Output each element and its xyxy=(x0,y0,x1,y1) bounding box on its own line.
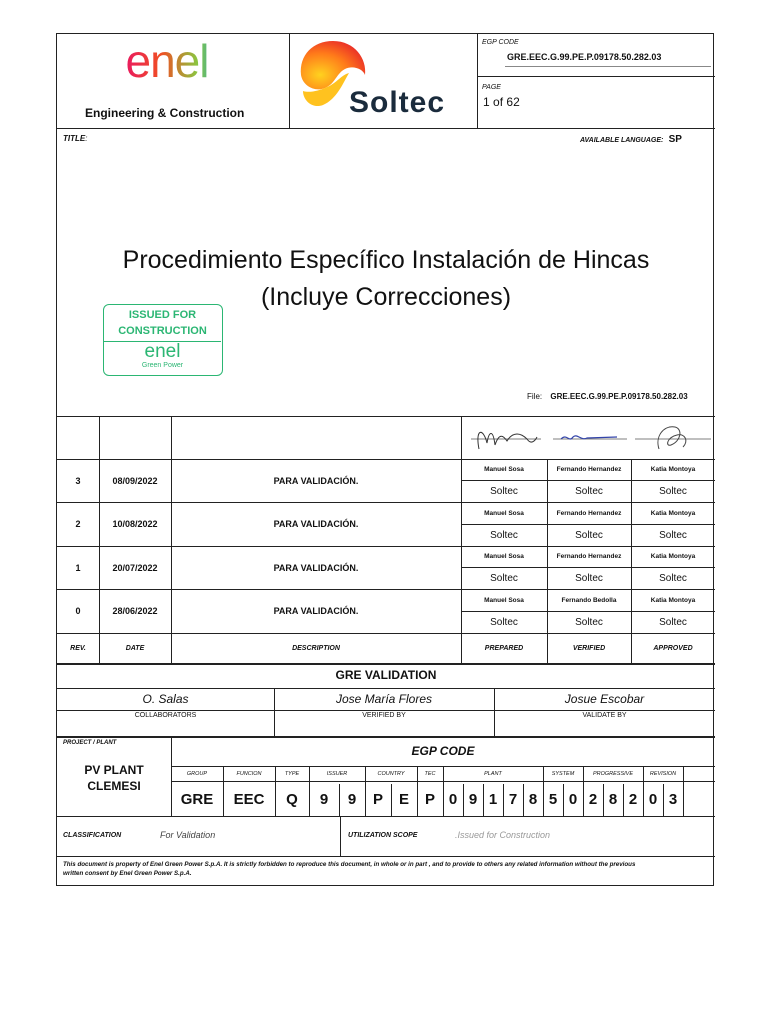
document-title-line1: Procedimiento Específico Instalación de Hincas xyxy=(122,246,650,274)
issued-for-construction-stamp xyxy=(103,304,223,376)
verified-company: Soltec xyxy=(575,572,603,584)
egp-code-column-label: REVISION xyxy=(649,771,677,777)
footer-notice xyxy=(63,860,709,878)
verified-company: Soltec xyxy=(575,616,603,628)
prepared-by-name: Manuel Sosa xyxy=(484,596,524,604)
rev-description: PARA VALIDACIÓN. xyxy=(273,475,359,486)
egp-code-character: 2 xyxy=(628,790,638,808)
prepared-company: Soltec xyxy=(490,616,518,628)
project-name-line2: CLEMESI xyxy=(87,779,141,793)
file-label: File: xyxy=(527,392,543,401)
validate-by-name: Josue Escobar xyxy=(564,692,645,706)
rev-date: 28/06/2022 xyxy=(112,606,158,616)
file-reference xyxy=(527,392,688,401)
project-name-line1: PV PLANT xyxy=(84,763,144,777)
egp-code-character: 0 xyxy=(568,790,578,808)
egp-code-character: 8 xyxy=(608,790,618,808)
egp-code-title: EGP CODE xyxy=(411,744,475,758)
egp-code-character: 9 xyxy=(319,790,329,808)
egp-code-column-label: COUNTRY xyxy=(377,771,405,777)
language-value: SP xyxy=(668,134,682,145)
rev-description: PARA VALIDACIÓN. xyxy=(273,606,359,616)
egp-code-column-label: TEC xyxy=(424,771,436,777)
egp-code-character: EEC xyxy=(233,790,265,808)
egp-code-label: EGP CODE xyxy=(482,39,519,46)
egp-code-column-label: TYPE xyxy=(284,771,300,777)
verified-by-name: Fernando Hernandez xyxy=(556,466,622,473)
verified-by-name: Fernando Hernandez xyxy=(556,509,622,517)
stamp-sub: Green Power xyxy=(141,362,184,369)
file-value: GRE.EEC.G.99.PE.P.09178.50.282.03 xyxy=(550,392,688,401)
language-label: AVAILABLE LANGUAGE: xyxy=(580,137,664,144)
egp-code-column-label: SYSTEM xyxy=(551,771,575,777)
egp-code-character: Q xyxy=(286,790,298,808)
rev-date: 08/09/2022 xyxy=(112,475,158,486)
approved-company: Soltec xyxy=(659,529,687,541)
verified-by-name: Jose María Flores xyxy=(335,692,433,706)
title-label: TITLE: xyxy=(63,134,88,143)
rev-number: 0 xyxy=(75,606,81,616)
prepared-company: Soltec xyxy=(490,485,518,497)
language-field xyxy=(580,134,682,145)
footer-line1: This document is property of Enel Green Power S.p.A. It is strictly forbidden to reproduce this document, in whole or in part , and to provide to others any related information without the previous xyxy=(63,861,636,868)
stamp-line2: CONSTRUCTION xyxy=(118,325,207,337)
egp-code-character: 0 xyxy=(648,790,658,808)
approved-by-name: Katia Montoya xyxy=(650,509,696,517)
egp-code-character: 0 xyxy=(448,790,458,808)
egp-code-value: GRE.EEC.G.99.PE.P.09178.50.282.03 xyxy=(507,52,662,62)
egp-code-character: 1 xyxy=(488,790,498,808)
rev-date: 20/07/2022 xyxy=(112,562,158,573)
gre-validation-title: GRE VALIDATION xyxy=(335,668,437,682)
verified-header: VERIFIED xyxy=(572,644,606,652)
date-header: DATE xyxy=(125,644,145,652)
rev-description: PARA VALIDACIÓN. xyxy=(273,562,359,573)
rev-date: 10/08/2022 xyxy=(112,519,158,529)
verified-company: Soltec xyxy=(575,529,603,541)
signature-prepared xyxy=(461,419,547,457)
document-title-line2: (Incluye Correcciones) xyxy=(260,283,512,311)
egp-code-character: P xyxy=(372,790,383,808)
egp-code-character: P xyxy=(424,790,435,808)
prepared-company: Soltec xyxy=(490,529,518,541)
egp-code-column-label: PROGRESSIVE xyxy=(592,771,634,777)
egp-code-character: 9 xyxy=(347,790,357,808)
signature-verified xyxy=(547,419,631,457)
approved-by-name: Katia Montoya xyxy=(650,466,696,473)
soltec-logo-text: Soltec xyxy=(349,86,446,119)
egp-code-character: 7 xyxy=(508,790,518,808)
footer-line2: written consent by Enel Green Power S.p.A. xyxy=(63,870,192,877)
division-label: Engineering & Construction xyxy=(85,106,245,120)
approved-header: APPROVED xyxy=(653,644,693,652)
verified-by-name: Fernando Hernandez xyxy=(556,553,622,560)
collaborators-name: O. Salas xyxy=(142,692,189,706)
egp-code-column-label: PLANT xyxy=(484,771,502,777)
stamp-line1: ISSUED FOR xyxy=(128,309,197,321)
classification-label: CLASSIFICATION xyxy=(63,832,122,839)
classification-value: For Validation xyxy=(160,830,216,840)
enel-logo-text: enel xyxy=(107,36,227,86)
prepared-by-name: Manuel Sosa xyxy=(484,509,524,517)
description-header: DESCRIPTION xyxy=(292,644,340,652)
project-name xyxy=(57,762,171,794)
page-of: of xyxy=(493,95,504,109)
egp-code-character: E xyxy=(398,790,409,808)
egp-code-character: 5 xyxy=(548,790,558,808)
egp-code-column-label: ISSUER xyxy=(326,771,348,777)
stamp-enel-logo: enel xyxy=(144,341,181,362)
egp-code-column-label: GROUP xyxy=(186,771,208,777)
prepared-by-name: Manuel Sosa xyxy=(484,466,524,473)
rev-number: 1 xyxy=(75,562,81,573)
utilization-scope-label: UTILIZATION SCOPE xyxy=(348,832,418,839)
approved-company: Soltec xyxy=(659,572,687,584)
utilization-scope-value: .Issued for Construction xyxy=(455,830,551,840)
approved-by-name: Katia Montoya xyxy=(650,596,696,604)
validate-by-label: VALIDATE BY xyxy=(582,711,627,719)
signature-approved xyxy=(631,419,715,457)
page-indicator xyxy=(483,95,520,109)
page-label: PAGE xyxy=(482,84,501,91)
rev-header: REV. xyxy=(70,644,86,652)
verified-by-label: VERIFIED BY xyxy=(362,711,406,719)
verified-by-name: Fernando Bedolla xyxy=(561,596,617,604)
egp-code-character: GRE xyxy=(180,790,214,808)
verified-company: Soltec xyxy=(575,485,603,497)
document-sheet xyxy=(56,33,714,886)
rev-description: PARA VALIDACIÓN. xyxy=(273,519,359,529)
egp-code-column-label: FUNCION xyxy=(236,771,262,777)
prepared-company: Soltec xyxy=(490,572,518,584)
project-plant-label: PROJECT / PLANT xyxy=(63,740,117,746)
rev-number: 3 xyxy=(75,475,81,486)
prepared-header: PREPARED xyxy=(484,644,524,652)
approved-company: Soltec xyxy=(659,485,687,497)
egp-code-character: 9 xyxy=(468,790,478,808)
rev-number: 2 xyxy=(75,519,81,529)
prepared-by-name: Manuel Sosa xyxy=(484,553,524,560)
egp-code-character: 3 xyxy=(668,790,678,808)
page-current: 1 xyxy=(483,95,490,109)
collaborators-label: COLLABORATORS xyxy=(134,711,197,719)
page-total: 62 xyxy=(506,95,520,109)
egp-code-character: 2 xyxy=(588,790,598,808)
egp-code-character: 8 xyxy=(528,790,538,808)
approved-company: Soltec xyxy=(659,616,687,628)
approved-by-name: Katia Montoya xyxy=(650,553,696,560)
